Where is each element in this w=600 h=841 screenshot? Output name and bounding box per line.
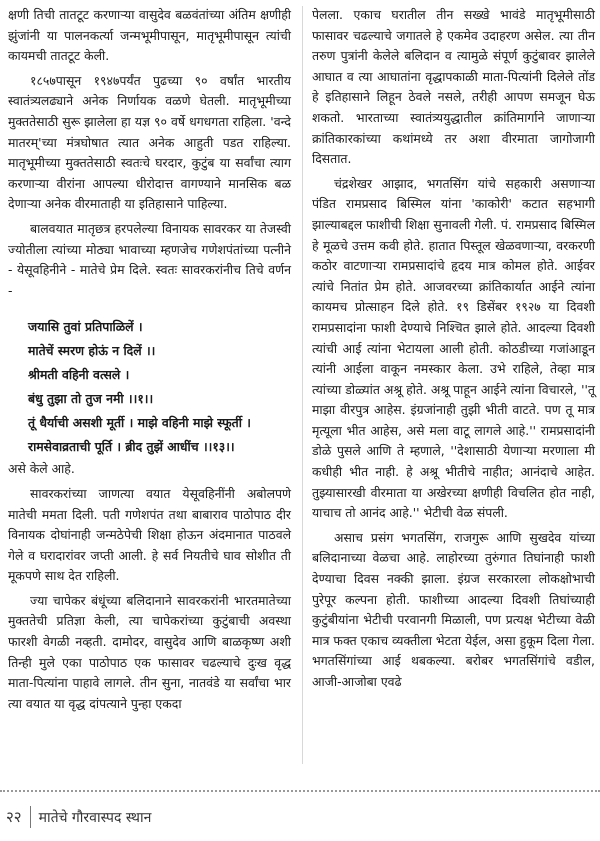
- column-divider: [302, 6, 303, 764]
- left-paragraph-6: ज्या चापेकर बंधूंच्या बलिदानाने सावरकरांनी भारतमातेच्या मुक्ततेची प्रतिज्ञा केली, त्या चापेकरांच्या कुटुंबाची अवस्था फारशी वेगळी नव्हती. दामोदर, वासुदेव आणि बाळकृष्ण अशी तिन्ही मुले एका पाठोपाठ एक फासावर चढल्याचे दुःख वृद्ध माता-पित्यांना पाहावे लागले. तीन सुना, नातवंडे या सर्वांचा भार त्या वयात या वृद्ध दांपत्याने पुन्हा एकदा: [8, 592, 291, 711]
- page-number: २२: [6, 808, 22, 826]
- left-paragraph-5: सावरकरांच्या जाणत्या वयात येसूवहिनींनी अबोलपणे मातेची ममता दिली. पती गणेशपंत तथा बाबाराव पाठोपाठ दीर विनायक दोघांनाही जन्मठेपेची शिक्षा होऊन अंदमानात पाठवले गेले व घरादारांवर जप्ती आली. हे सर्व नियतीचे घाव सोशीत ती मूकपणे साथ देत राहिली.: [8, 485, 291, 584]
- running-title: मातेचे गौरवास्पद स्थान: [38, 809, 152, 826]
- footer-rule: [0, 790, 600, 792]
- left-paragraph-2: १८५७पासून १९४७पर्यंत पुढच्या ९० वर्षांत भारतीय स्वातंत्र्यलढ्याने अनेक निर्णायक वळणे घेतली. मातृभूमीच्या मुक्ततेसाठी सुरू झालेला हा यज्ञ ९० वर्षे धगधगता राहिला. 'वन्दे मातरम्'च्या मंत्रघोषात त्यात अनेक आहुती पडत राहिल्या. मातृभूमीच्या मुक्ततेसाठी स्वतःचे घरदार, कुटुंब या सर्वांचा त्याग करणाऱ्या वीरांना आपल्या धीरोदात्त वागण्याने मानसिक बळ देणाऱ्या अनेक वीरमाताही या इतिहासाने पाहिल्या.: [8, 72, 291, 212]
- left-paragraph-4: असे केले आहे.: [8, 461, 75, 477]
- footer-separator: [30, 806, 31, 828]
- verse-block: [8, 315, 291, 459]
- verse-line: श्रीमती वहिनी वत्सले ।: [28, 367, 130, 383]
- verse-line: मातेचें स्मरण होऊं न दिलें ।।: [28, 343, 156, 359]
- right-column: [312, 5, 595, 693]
- left-paragraph-3: बालवयात मातृछत्र हरपलेल्या विनायक सावरकर या तेजस्वी ज्योतीला त्यांच्या मोठ्या भावाच्या म्हणजेच गणेशपंतांच्या पत्नीने - येसूवहिनीने - मातेचे प्रेम दिले. स्वतः सावरकरांनीच तिचे वर्णन -: [8, 220, 291, 298]
- verse-line: रामसेवाव्रताची पूर्ति । ब्रीद तुझें आधींच ।।१३।।: [28, 439, 235, 455]
- verse-line: बंधु तुझा तो तुज नमी ।।१।।: [28, 391, 154, 407]
- page-footer: [6, 802, 151, 832]
- verse-line: जयासि तुवां प्रतिपाळिलें ।: [28, 319, 143, 335]
- right-paragraph-1: पेलला. एकाच घरातील तीन सख्खे भावंडे मातृभूमीसाठी फासावर चढल्याचे जगातले हे एकमेव उदाहरण असेल. त्या तीन तरुण पुत्रांनी केलेले बलिदान व त्यामुळे संपूर्ण कुटुंबावर झालेले आघात व त्या आघातांना वृद्धापकाळी माता-पित्यांनी दिलेले तोंड हे इतिहासाने लिहून ठेवले नसले, तरीही आपण समजून घेऊ शकतो. भारताच्या स्वातंत्र्ययुद्धातील क्रांतिमार्गाने जाणाऱ्या क्रांतिकारकांच्या कथांमध्ये तर अशा वीरमाता जागोजागी दिसतात.: [312, 7, 595, 167]
- right-paragraph-3: असाच प्रसंग भगतसिंग, राजगुरू आणि सुखदेव यांच्या बलिदानाच्या वेळचा आहे. लाहोरच्या तुरुंगात तिघांनाही फाशी देण्याचा दिवस नक्की झाला. इंग्रज सरकारला लोकक्षोभाची पुरेपूर कल्पना होती. फाशीच्या आदल्या दिवशी तिघांच्याही कुटुंबीयांना भेटीची परवानगी मिळाली, पण प्रत्यक्ष भेटीच्या वेळी मात्र फक्त एकाच व्यक्तीला भेटता येईल, असा हुकूम दिला गेला. भगतसिंगांच्या आई थबकल्या. बरोबर भगतसिंगांचे वडील, आजी-आजोबा एवढे: [312, 529, 595, 689]
- verse-line: तूं धैर्याची असशी मूर्ती । माझे वहिनी माझे स्फूर्ती ।: [28, 415, 251, 431]
- right-paragraph-2: चंद्रशेखर आझाद, भगतसिंग यांचे सहकारी असणाऱ्या पंडित रामप्रसाद बिस्मिल यांना 'काकोरी' कटात सहभागी झाल्याबद्दल फाशीची शिक्षा सुनावली गेली. पं. रामप्रसाद बिस्मिल हे मूळचे उत्तम कवी होते. हातात पिस्तूल खेळवणाऱ्या, वरकरणी कठोर वाटणाऱ्या रामप्रसादांचे हृदय मात्र कोमल होते. आईवर त्यांचे नितांत प्रेम होते. आजवरच्या क्रांतिकार्यात आईने त्यांना कायमच प्रोत्साहन दिले होते. १९ डिसेंबर १९२७ या दिवशी रामप्रसादांना फाशी देण्याचे निश्चित झाले होते. आदल्या दिवशी त्यांची आई त्यांना भेटायला आली होती. कोठडीच्या गजांआडून त्यांनी आईला वाकून नमस्कार केला. उभे राहिले, तेव्हा मात्र त्यांच्या डोळ्यांत अश्रू होते. अश्रू पाहून आईने त्यांना विचारले, ''तू माझा वीरपुत्र आहेस. इंग्रजांनाही तुझी भीती वाटते. पण तू मात्र मृत्यूला भीत आहेस, असे मला वाटू लागले आहे.'' रामप्रसादांनी डोळे पुसले आणि ते म्हणाले, ''देशासाठी येणाऱ्या मरणाला मी कधीही भीत नाही. हे अश्रू भीतीचे नाहीत; आनंदाचे आहेत. तुझ्यासारखी वीरमाता या अखेरच्या क्षणीही विचलित होत नाही, याचाच तो आनंद आहे.'' भेटीची वेळ संपली.: [312, 175, 595, 521]
- left-paragraph-1: क्षणी तिची तातटूट करणाऱ्या वासुदेव बळवंतांच्या अंतिम क्षणीही झुंजांनी या पालनकर्त्या जन्मभूमीपासून, मातृभूमीपासून त्यांची कायमची तातटूट केली.: [8, 7, 291, 64]
- left-column: [8, 5, 291, 714]
